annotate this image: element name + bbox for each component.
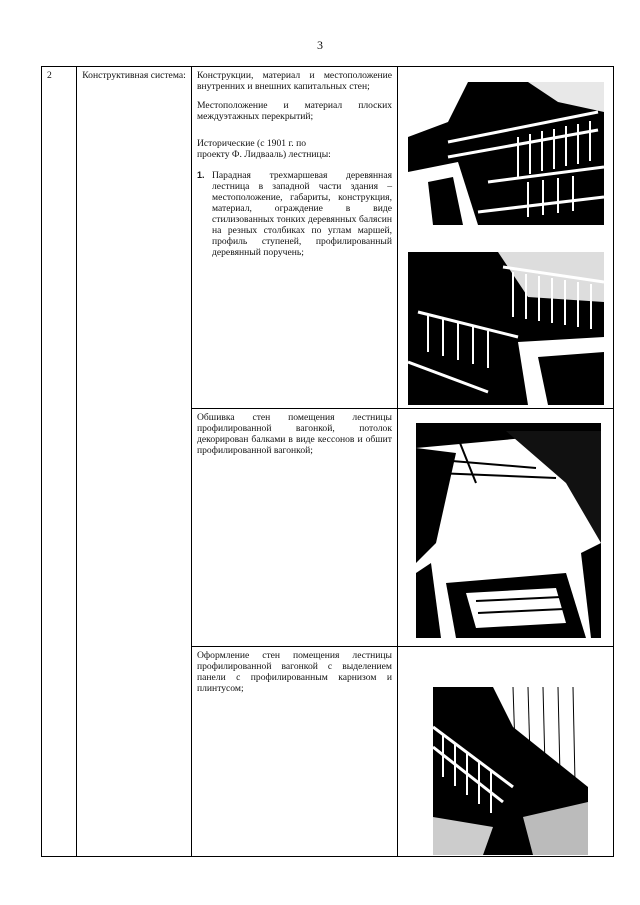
row-number: 2 bbox=[42, 67, 77, 857]
wall-cladding-text: Обшивка стен помещения лестницы профилированной вагонкой, потолок декорирован балками в виде кессонов и обшит профилированной вагонкой; bbox=[197, 412, 392, 456]
monument-table bbox=[41, 66, 614, 857]
ceiling-photo bbox=[416, 423, 601, 638]
staircase-photo-middle bbox=[408, 242, 604, 405]
row-name: Конструктивная система: bbox=[77, 67, 192, 857]
photo-cell bbox=[398, 647, 614, 857]
wall-decoration-text: Оформление стен помещения лестницы профилированной вагонкой с выделением панели с профилированным карнизом и плинтусом; bbox=[197, 650, 392, 694]
stairs-heading-line1: Исторические (с 1901 г. по bbox=[197, 138, 307, 149]
table-row bbox=[42, 67, 614, 409]
description-cell bbox=[192, 647, 398, 857]
photo-cell bbox=[398, 409, 614, 647]
walls-text: Конструкции, материал и местоположение внутренних и внешних капитальных стен; bbox=[197, 70, 392, 92]
description-cell bbox=[192, 67, 398, 409]
staircase-description: Парадная трехмаршевая деревянная лестница в западной части здания – местоположение, габариты, конструкция, материал, ограждение в виде стилизованных тонких деревянных балясин на резных столбиках по углам маршей, профиль ступеней, профилированный деревянный поручень; bbox=[212, 170, 392, 258]
photo-cell bbox=[398, 67, 614, 409]
stairs-heading-line2: проекту Ф. Лидвааль) лестницы: bbox=[197, 149, 331, 160]
staircase-photo-top bbox=[408, 82, 604, 225]
page-number: 3 bbox=[317, 38, 323, 52]
list-number: 1. bbox=[197, 170, 205, 180]
description-cell bbox=[192, 409, 398, 647]
list-item bbox=[197, 170, 392, 258]
floors-text: Местоположение и материал плоских междуэтажных перекрытий; bbox=[197, 100, 392, 122]
stair-railing-photo bbox=[433, 687, 588, 855]
